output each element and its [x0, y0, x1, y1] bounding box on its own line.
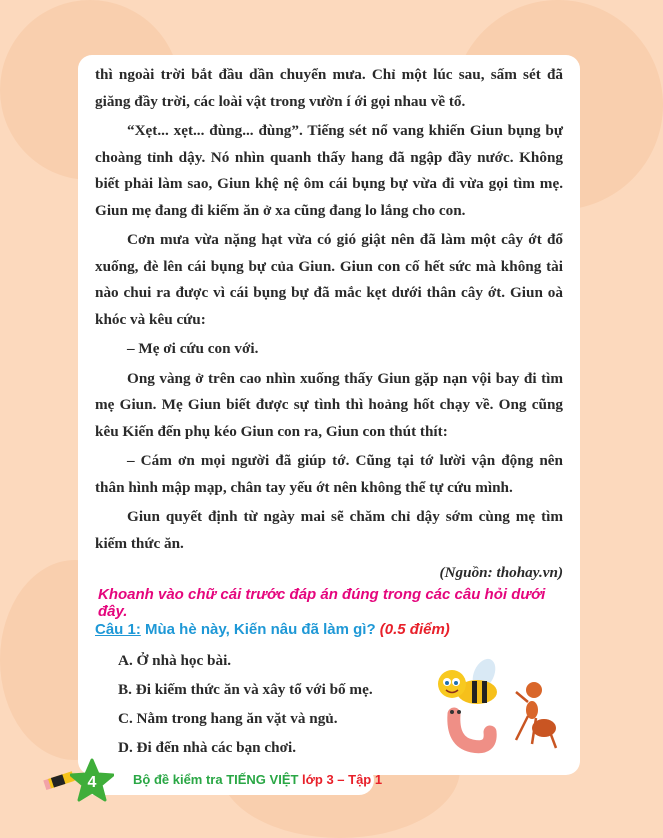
- answer-options: [118, 648, 428, 764]
- bee-ant-worm-illustration: [432, 652, 562, 757]
- question-points: (0.5 điểm): [379, 621, 450, 638]
- paragraph: Cơn mưa vừa nặng hạt vừa có gió giật nên đã làm một cây ớt đổ xuống, đè lên cái bụng bự của Giun. Giun con cố hết sức mà không tài nào chui ra được vì cái bụng bự đã mắc kẹt dưới thân cây ớt. Giun oà khóc và kêu cứu:: [95, 231, 563, 328]
- option-d[interactable]: D. Đi đến nhà các bạn chơi.: [118, 739, 297, 756]
- book-grade: lớp 3 – Tập 1: [302, 772, 383, 787]
- paragraph: – Mẹ ơi cứu con với.: [127, 340, 259, 357]
- option-b[interactable]: B. Đi kiếm thức ăn và xây tổ với bố mẹ.: [118, 681, 373, 698]
- book-title: [133, 772, 382, 787]
- paragraph: “Xẹt... xẹt... đùng... đùng”. Tiếng sét nổ vang khiến Giun bụng bự choàng tỉnh dậy. Nó nhìn quanh thấy hang đã ngập đầy nước. Không biết phải làm sao, Giun khệ nệ ôm cái bụng bự vừa đi vừa gọi tìm mẹ. Giun mẹ đang đi kiếm ăn ở xa cũng đang lo lắng cho con.: [95, 122, 563, 219]
- option-a[interactable]: A. Ở nhà học bài.: [118, 652, 232, 669]
- story-text: [95, 62, 563, 587]
- question-number: Câu 1:: [95, 621, 141, 638]
- option-c[interactable]: C. Nằm trong hang ăn vặt và ngủ.: [118, 710, 338, 727]
- paragraph: thì ngoài trời bắt đầu dần chuyển mưa. Chỉ một lúc sau, sấm sét đã giăng đầy trời, các loài vật trong vườn í ới gọi nhau về tổ.: [95, 66, 563, 110]
- page-number-star: [70, 758, 114, 802]
- ant-icon: [516, 682, 556, 748]
- paragraph: – Cám ơn mọi người đã giúp tớ. Cũng tại tớ lười vận động nên thân hình mập mạp, chân tay yếu ớt nên không thể tự cứu mình.: [95, 452, 563, 496]
- instruction: Khoanh vào chữ cái trước đáp án đúng trong các câu hỏi dưới đây.: [98, 586, 546, 620]
- bee-icon: [438, 655, 500, 704]
- page-number: 4: [87, 774, 97, 791]
- worm-icon: [450, 710, 490, 747]
- question-1: [95, 621, 565, 638]
- source-citation: (Nguồn: thohay.vn): [439, 564, 563, 581]
- book-title-text: Bộ đề kiểm tra TIẾNG VIỆT: [133, 772, 303, 787]
- paragraph: Giun quyết định từ ngày mai sẽ chăm chỉ dậy sớm cùng mẹ tìm kiếm thức ăn.: [95, 508, 563, 552]
- paragraph: Ong vàng ở trên cao nhìn xuống thấy Giun gặp nạn vội bay đi tìm mẹ Giun. Mẹ Giun biết được sự tình thì hoảng hốt chạy về. Ong cũng kêu Kiến đến phụ kéo Giun con ra, Giun con thút thít:: [95, 369, 563, 440]
- question-text: Mùa hè này, Kiến nâu đã làm gì?: [140, 621, 380, 638]
